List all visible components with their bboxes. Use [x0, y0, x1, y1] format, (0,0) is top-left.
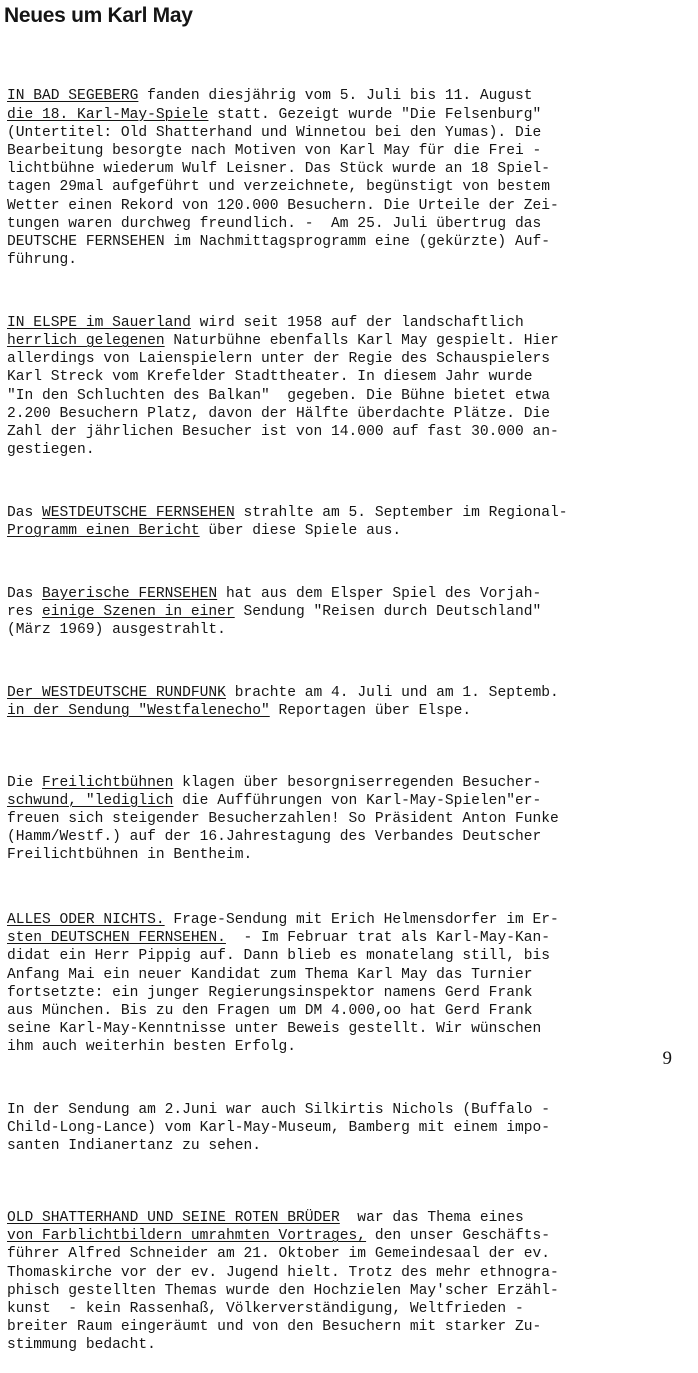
line-text: Child-Long-Lance) vom Karl-May-Museum, Bamberg mit einem impo-	[7, 1120, 550, 1137]
paragraph-old-shatterhand	[7, 1209, 691, 1355]
text-line	[7, 684, 691, 702]
text-line	[7, 603, 691, 621]
underlined-heading: herrlich gelegenen	[7, 333, 165, 350]
line-text: Frage-Sendung mit Erich Helmensdorfer im Er-	[164, 911, 559, 928]
line-text: "In den Schluchten des Balkan" gegeben. Die Bühne bietet etwa	[7, 387, 550, 404]
line-text: Zahl der jährlichen Besucher ist von 14.000 auf fast 30.000 an-	[7, 424, 559, 441]
underlined-heading: schwund, "lediglich	[7, 792, 174, 809]
line-text: die Aufführungen von Karl-May-Spielen"er-	[173, 792, 542, 809]
text-line	[7, 1318, 691, 1336]
underlined-heading: von Farblichtbildern umrahmten Vortrages,	[7, 1228, 367, 1245]
line-text: stimmung bedacht.	[7, 1337, 156, 1354]
line-text: breiter Raum eingeräumt und von den Besuchern mit starker Zu-	[7, 1319, 542, 1336]
line-prefix: res	[7, 603, 43, 620]
line-text: DEUTSCHE FERNSEHEN im Nachmittagsprogramm eine (gekürzte) Auf-	[7, 234, 550, 251]
text-line	[7, 1038, 691, 1056]
line-text: Anfang Mai ein neuer Kandidat zum Thema Karl May das Turnier	[7, 966, 533, 983]
line-text: gestiegen.	[7, 442, 95, 459]
text-line	[7, 1020, 691, 1038]
text-line	[7, 621, 691, 639]
underlined-heading: sten DEUTSCHEN FERNSEHEN.	[7, 930, 226, 947]
paragraph-sendung-2-juni	[7, 1101, 691, 1156]
line-text: aus München. Bis zu den Fragen um DM 4.000,oo hat Gerd Frank	[7, 1002, 533, 1019]
text-line	[7, 1300, 691, 1318]
text-line	[7, 387, 691, 405]
line-text: den unser Geschäfts-	[366, 1228, 550, 1245]
line-text: kunst - kein Rassenhaß, Völkerverständigung, Weltfrieden -	[7, 1301, 524, 1317]
line-text: allerdings von Laienspielern unter der Regie des Schauspielers	[7, 351, 550, 368]
line-text: strahlte am 5. September im Regional-	[234, 504, 568, 521]
line-text: - Im Februar trat als Karl-May-Kan-	[225, 930, 550, 947]
text-line	[7, 441, 691, 459]
line-text: (Untertitel: Old Shatterhand und Winnetou bei den Yumas). Die	[7, 124, 542, 141]
line-text: didat ein Herr Pippig auf. Dann blieb es monatelang still, bis	[7, 948, 550, 965]
underlined-heading: ALLES ODER NICHTS.	[7, 911, 165, 928]
text-line	[7, 1101, 691, 1119]
line-text: war das Thema eines	[339, 1209, 524, 1226]
underlined-heading: in der Sendung "Westfalenecho"	[7, 702, 270, 719]
text-line	[7, 405, 691, 423]
line-text: (März 1969) ausgestrahlt.	[7, 622, 226, 639]
paragraph-westdeutsche-rundfunk	[7, 684, 691, 720]
text-line	[7, 929, 691, 947]
underlined-heading: IN BAD SEGEBERG	[7, 88, 139, 105]
line-prefix: Das	[7, 504, 43, 521]
article-body	[7, 51, 691, 1373]
line-text: brachte am 4. Juli und am 1. Septemb.	[225, 684, 559, 701]
line-text: seine Karl-May-Kenntnisse unter Beweis gestellt. Wir wünschen	[7, 1021, 542, 1038]
text-line	[7, 585, 691, 603]
text-line	[7, 504, 691, 522]
line-text: führung.	[7, 252, 78, 269]
line-text: Naturbühne ebenfalls Karl May gespielt. Hier	[164, 333, 559, 350]
text-line	[7, 1264, 691, 1282]
text-line	[7, 522, 691, 540]
line-text: Reportagen über Elspe.	[269, 702, 472, 719]
line-text: tagen 29mal aufgeführt und verzeichnete, begünstigt von bestem	[7, 179, 550, 196]
line-text: tungen waren durchweg freundlich. - Am 25. Juli übertrug das	[7, 215, 542, 232]
text-line	[7, 178, 691, 196]
line-text: fortsetzte: ein junger Regierungsinspektor namens Gerd Frank	[7, 984, 533, 1001]
line-text: klagen über besorgniserregenden Besucher-	[173, 774, 542, 791]
text-line	[7, 1245, 691, 1263]
text-line	[7, 87, 691, 105]
text-line	[7, 702, 691, 720]
text-line	[7, 332, 691, 350]
underlined-heading: IN ELSPE im Sauerland	[7, 314, 191, 331]
text-line	[7, 215, 691, 233]
text-line	[7, 106, 691, 124]
text-line	[7, 846, 691, 864]
text-line	[7, 947, 691, 965]
text-line	[7, 984, 691, 1002]
text-line	[7, 368, 691, 386]
text-line	[7, 966, 691, 984]
text-line	[7, 233, 691, 251]
line-text: fanden diesjährig vom 5. Juli bis 11. August	[138, 88, 533, 105]
text-line	[7, 142, 691, 160]
text-line	[7, 792, 691, 810]
text-line	[7, 1282, 691, 1300]
underlined-heading: OLD SHATTERHAND UND SEINE ROTEN BRÜDER	[7, 1209, 340, 1226]
underlined-heading: Bayerische FERNSEHEN	[42, 585, 218, 602]
text-line	[7, 314, 691, 332]
text-line	[7, 1209, 691, 1227]
paragraph-bayerische-fernsehen	[7, 585, 691, 640]
text-line	[7, 774, 691, 792]
line-text: lichtbühne wiederum Wulf Leisner. Das Stück wurde an 18 Spiel-	[7, 161, 550, 178]
underlined-heading: einige Szenen in einer	[42, 603, 235, 620]
line-text: In der Sendung am 2.Juni war auch Silkirtis Nichols (Buffalo -	[7, 1101, 550, 1118]
paragraph-westdeutsche-fernsehen	[7, 504, 691, 540]
line-text: führer Alfred Schneider am 21. Oktober im Gemeindesaal der ev.	[7, 1246, 550, 1263]
text-line	[7, 1336, 691, 1354]
underlined-heading: Programm einen Bericht	[7, 523, 200, 540]
line-text: über diese Spiele aus.	[199, 523, 402, 540]
paragraph-freilichtbuehnen	[7, 774, 691, 865]
line-text: statt. Gezeigt wurde "Die Felsenburg"	[208, 106, 542, 123]
underlined-heading: Der WESTDEUTSCHE RUNDFUNK	[7, 684, 226, 701]
text-line	[7, 423, 691, 441]
line-prefix: Die	[7, 774, 43, 791]
line-text: Sendung "Reisen durch Deutschland"	[234, 603, 542, 620]
text-line	[7, 828, 691, 846]
line-text: Freilichtbühnen in Bentheim.	[7, 847, 253, 864]
text-line	[7, 251, 691, 269]
line-text: Wetter einen Rekord von 120.000 Besuchern. Die Urteile der Zei-	[7, 197, 559, 214]
line-text: Bearbeitung besorgte nach Motiven von Karl May für die Frei -	[7, 143, 542, 160]
line-text: Thomaskirche vor der ev. Jugend hielt. Trotz des mehr ethnogra-	[7, 1264, 559, 1281]
line-text: Karl Streck vom Krefelder Stadttheater. In diesem Jahr wurde	[7, 369, 533, 386]
line-text: santen Indianertanz zu sehen.	[7, 1138, 261, 1155]
text-line	[7, 1227, 691, 1245]
text-line	[7, 810, 691, 828]
underlined-heading: WESTDEUTSCHE FERNSEHEN	[42, 504, 235, 521]
text-line	[7, 197, 691, 215]
page-title: Neues um Karl May	[4, 4, 193, 27]
line-text: phisch gestellten Themas wurde den Hochzielen May'scher Erzähl-	[7, 1282, 559, 1299]
line-text: ihm auch weiterhin besten Erfolg.	[7, 1039, 297, 1056]
paragraph-elspe	[7, 314, 691, 460]
text-line	[7, 350, 691, 368]
text-line	[7, 160, 691, 178]
underlined-heading: die 18. Karl-May-Spiele	[7, 106, 209, 123]
line-text: hat aus dem Elsper Spiel des Vorjah-	[217, 585, 542, 602]
line-prefix: Das	[7, 585, 43, 602]
line-text: 2.200 Besuchern Platz, davon der Hälfte überdachte Plätze. Die	[7, 405, 550, 422]
line-text: wird seit 1958 auf der landschaftlich	[190, 314, 524, 331]
paragraph-bad-segeberg	[7, 87, 691, 269]
text-line	[7, 124, 691, 142]
line-text: freuen sich steigender Besucherzahlen! So Präsident Anton Funke	[7, 810, 559, 827]
underlined-heading: Freilichtbühnen	[42, 774, 174, 791]
text-line	[7, 1119, 691, 1137]
text-line	[7, 1137, 691, 1155]
page-number: 9	[662, 1048, 672, 1069]
line-text: (Hamm/Westf.) auf der 16.Jahrestagung des Verbandes Deutscher	[7, 829, 542, 846]
paragraph-alles-oder-nichts	[7, 911, 691, 1057]
text-line	[7, 911, 691, 929]
text-line	[7, 1002, 691, 1020]
